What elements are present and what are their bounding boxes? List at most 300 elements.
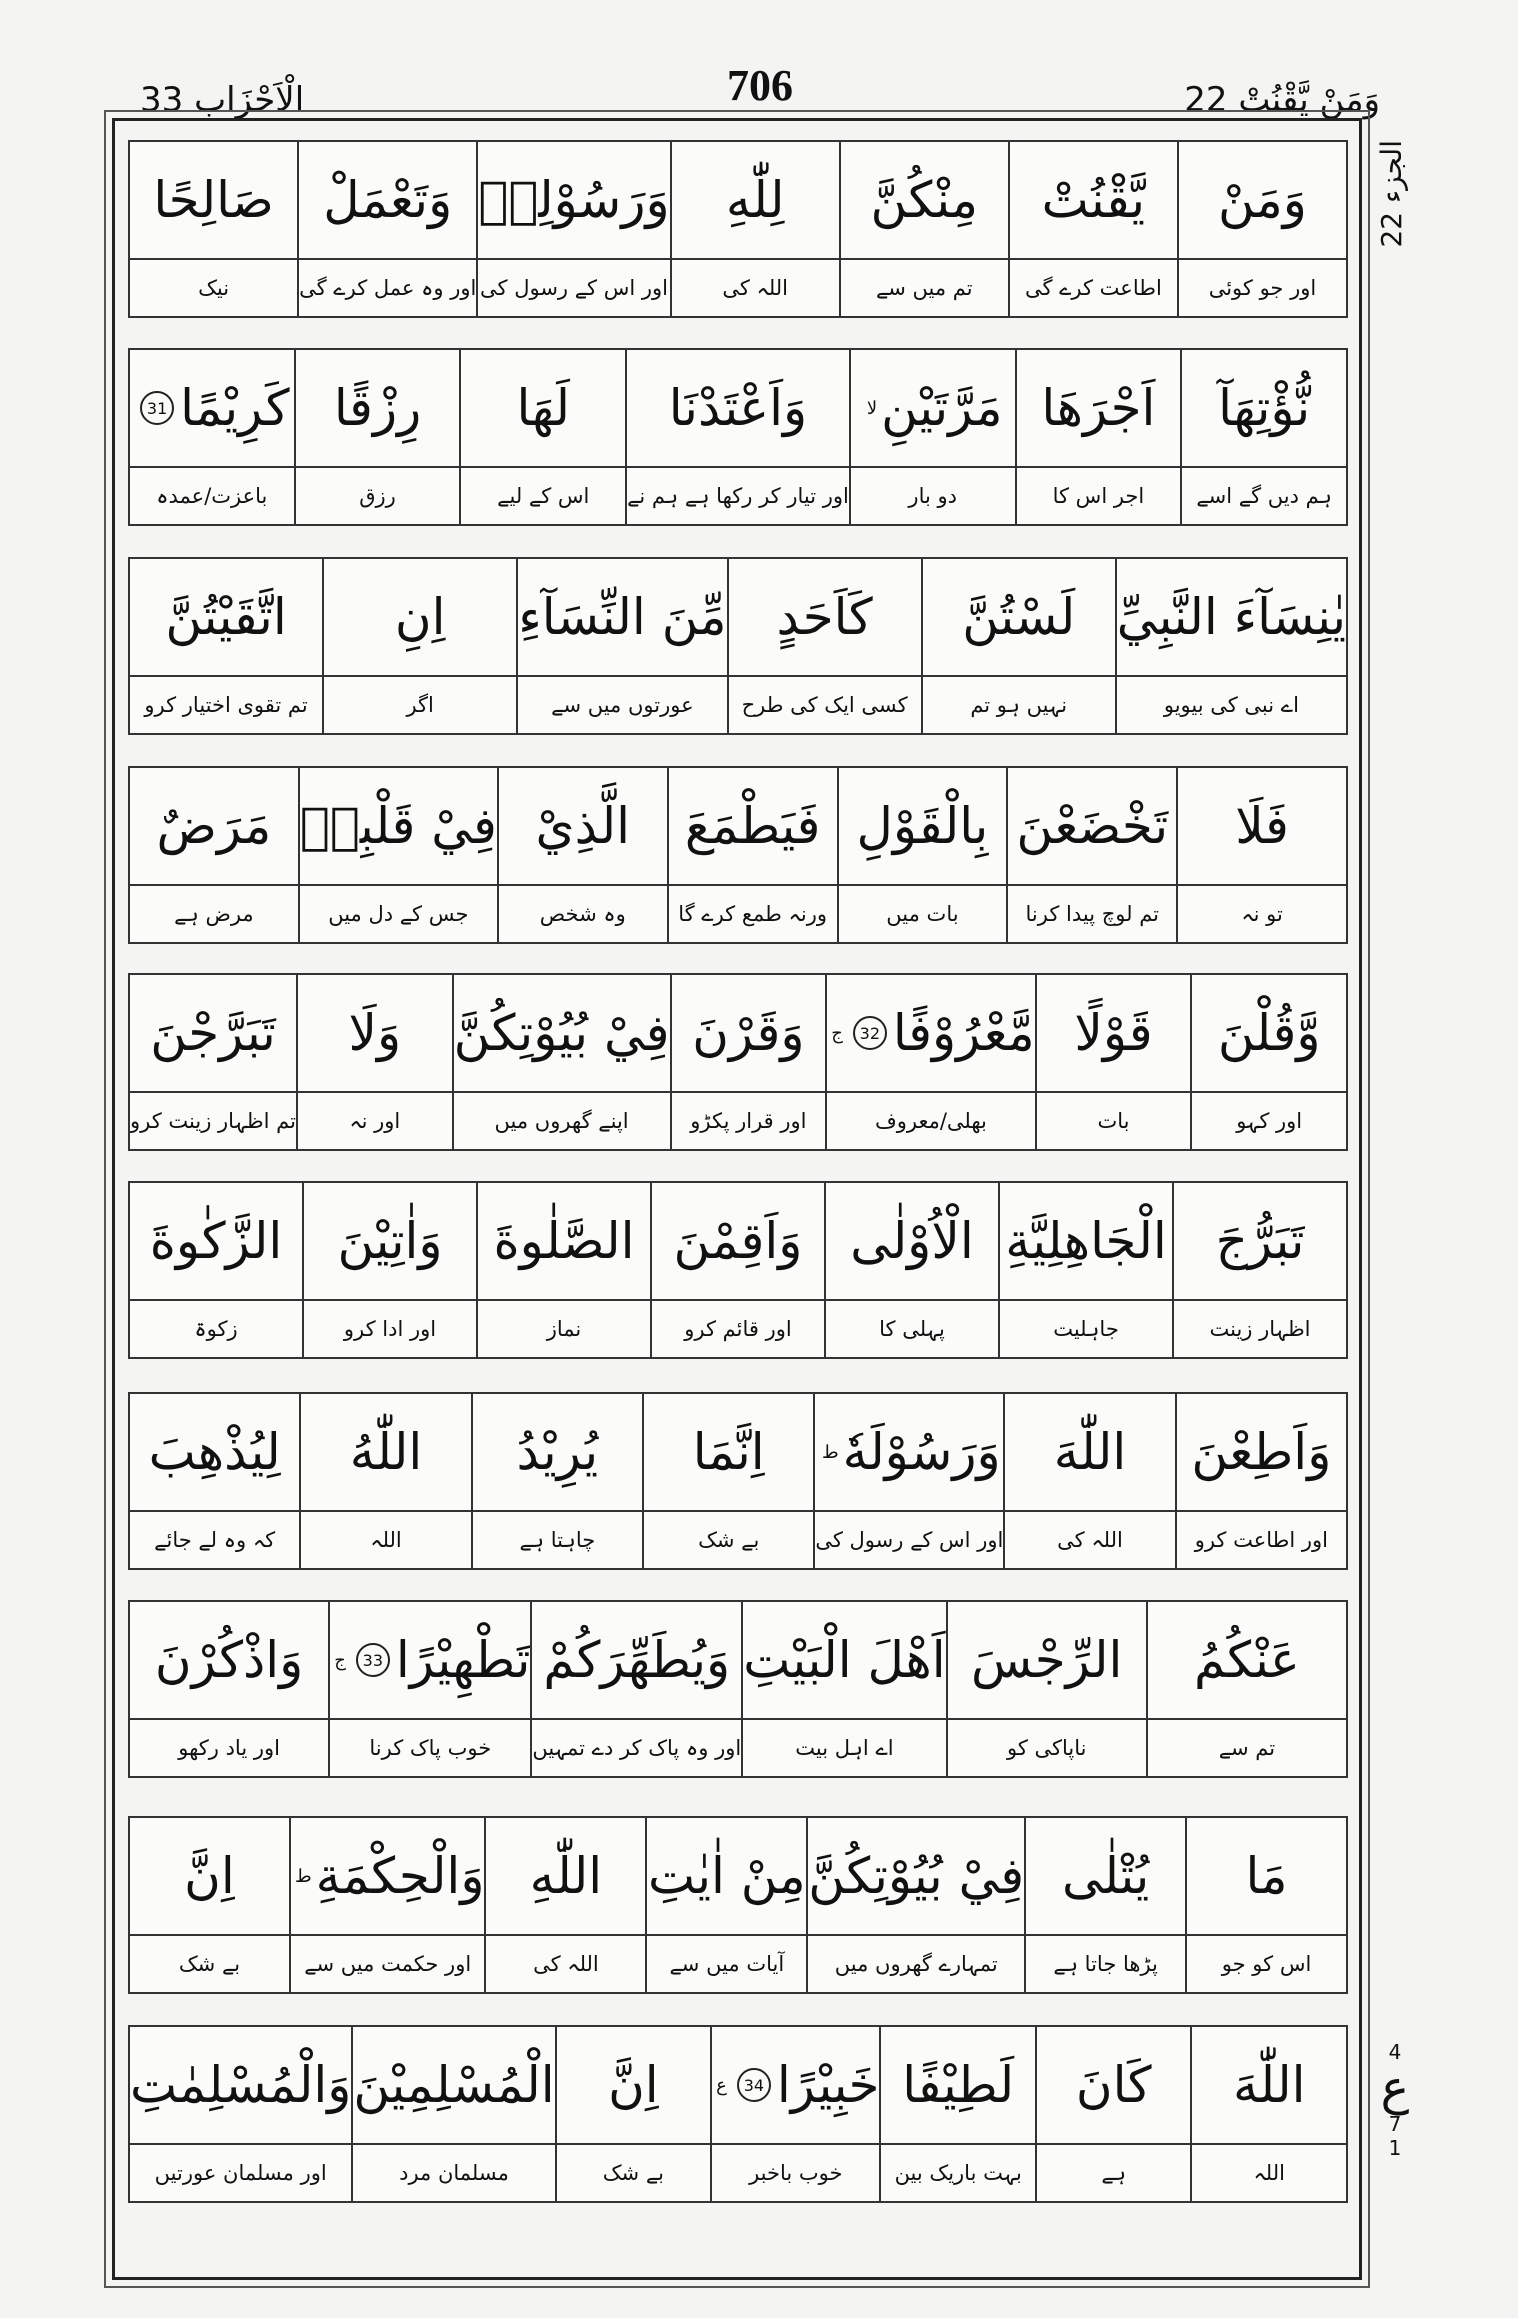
urdu-meaning: اور ادا کرو — [343, 1317, 437, 1341]
urdu-meaning: آیات میں سے — [669, 1952, 785, 1976]
word-cell — [289, 1818, 485, 1992]
arabic-text: يُرِيْدُ — [516, 1423, 599, 1481]
word-cell — [1003, 1394, 1174, 1568]
urdu-meaning: اللہ کی — [1057, 1528, 1123, 1552]
arabic-text: اِنَّ — [184, 1847, 235, 1905]
arabic-text: رِزْقًا — [333, 379, 422, 437]
arabic-text: كَاَحَدٍ — [776, 588, 873, 646]
verse-block — [128, 1181, 1348, 1359]
word-cell — [130, 350, 294, 524]
urdu-meaning: ناپاکی کو — [1006, 1736, 1087, 1760]
arabic-word — [130, 2027, 351, 2145]
waqf-sign: ج — [334, 1649, 346, 1671]
word-cell — [667, 768, 837, 942]
word-cell — [297, 142, 476, 316]
word-cell — [452, 975, 670, 1149]
arabic-word — [839, 768, 1007, 886]
verse-block — [128, 766, 1348, 944]
word-cell — [1190, 975, 1346, 1149]
word-cell — [1024, 1818, 1185, 1992]
arabic-word — [1117, 559, 1346, 677]
arabic-word — [669, 768, 837, 886]
arabic-text: وَمَنْ — [1217, 171, 1307, 229]
urdu-meaning: ہے — [1101, 2161, 1127, 2185]
word-cell — [130, 768, 298, 942]
word-cell — [825, 975, 1034, 1149]
arabic-text: وَتَعْمَلْ — [323, 171, 453, 229]
arabic-text: وَالْمُسْلِمٰتِ — [130, 2056, 352, 2114]
arabic-word — [827, 975, 1034, 1093]
arabic-word — [300, 768, 497, 886]
urdu-meaning: نہیں ہو تم — [970, 693, 1068, 717]
verse-block — [128, 2025, 1348, 2203]
arabic-word — [478, 142, 669, 260]
ruku-marker — [1375, 2040, 1415, 2160]
arabic-word — [652, 1183, 824, 1301]
arabic-word — [644, 1394, 813, 1512]
arabic-text: وَاَطِعْنَ — [1191, 1423, 1332, 1481]
arabic-word — [808, 1818, 1024, 1936]
word-cell — [1035, 2027, 1191, 2201]
urdu-meaning: جس کے دل میں — [328, 902, 469, 926]
word-cell — [813, 1394, 1003, 1568]
word-cell — [1035, 975, 1191, 1149]
urdu-meaning: پڑھا جاتا ہے — [1053, 1952, 1158, 1976]
word-cell — [1146, 1602, 1346, 1776]
word-cell — [484, 1818, 645, 1992]
urdu-meaning: اجر اس کا — [1052, 484, 1145, 508]
verse-block — [128, 973, 1348, 1151]
arabic-word — [841, 142, 1008, 260]
arabic-text: مِنْ اٰيٰتِ — [648, 1847, 806, 1905]
word-cell — [1115, 559, 1346, 733]
word-cell — [130, 1183, 302, 1357]
urdu-meaning: ورنہ طمع کرے گا — [678, 902, 827, 926]
arabic-word — [826, 1183, 998, 1301]
urdu-meaning: اور تیار کر رکھا ہے ہم نے — [627, 484, 849, 508]
arabic-word — [948, 1602, 1146, 1720]
arabic-word — [729, 559, 921, 677]
urdu-meaning: بے شک — [698, 1528, 760, 1552]
word-cell — [130, 142, 297, 316]
word-cell — [351, 2027, 554, 2201]
arabic-text: اَهْلَ الْبَيْتِ — [743, 1631, 946, 1689]
arabic-text: اِنَّمَا — [692, 1423, 765, 1481]
arabic-text: اَجْرَهَا — [1041, 379, 1156, 437]
arabic-text: الزَّكٰوةَ — [149, 1212, 283, 1270]
arabic-word — [499, 768, 667, 886]
urdu-meaning: تمہارے گھروں میں — [834, 1952, 998, 1976]
arabic-word — [1026, 1818, 1185, 1936]
arabic-word — [1010, 142, 1177, 260]
arabic-text: وَاَعْتَدْنَا — [668, 379, 808, 437]
word-cell — [1176, 768, 1346, 942]
urdu-meaning: مسلمان مرد — [399, 2161, 509, 2185]
arabic-word — [130, 1602, 328, 1720]
urdu-meaning: جاہلیت — [1053, 1317, 1119, 1341]
arabic-text: صَالِحًا — [153, 171, 274, 229]
word-cell — [555, 2027, 711, 2201]
word-cell — [497, 768, 667, 942]
urdu-meaning: اللہ کی — [533, 1952, 599, 1976]
word-cell — [130, 1602, 328, 1776]
urdu-meaning: اظہار زینت — [1209, 1317, 1311, 1341]
urdu-meaning: عورتوں میں سے — [551, 693, 694, 717]
arabic-word — [1037, 2027, 1191, 2145]
word-cell — [727, 559, 921, 733]
word-cell — [670, 975, 826, 1149]
urdu-meaning: اللہ کی — [722, 276, 789, 300]
waqf-sign: ط — [294, 1865, 312, 1887]
arabic-word — [353, 2027, 554, 2145]
arabic-word — [1174, 1183, 1346, 1301]
urdu-meaning: خوب پاک کرنا — [369, 1736, 492, 1760]
arabic-text: مِّنَ النِّسَآءِ — [518, 588, 727, 646]
arabic-word — [478, 1183, 650, 1301]
urdu-meaning: کسی ایک کی طرح — [741, 693, 908, 717]
urdu-meaning: بات — [1097, 1109, 1130, 1133]
word-cell — [299, 1394, 470, 1568]
arabic-word — [647, 1818, 806, 1936]
word-cell — [130, 1394, 299, 1568]
urdu-meaning: اے نبی کی بیویو — [1163, 693, 1299, 717]
arabic-word — [473, 1394, 642, 1512]
waqf-sign: ج — [831, 1022, 843, 1044]
arabic-text: فِيْ بُيُوْتِكُنَّ — [808, 1847, 1025, 1905]
ayah-number: 33 — [356, 1643, 390, 1677]
waqf-sign: ط — [821, 1441, 839, 1463]
arabic-word — [672, 142, 839, 260]
word-cell — [296, 975, 452, 1149]
word-cell — [998, 1183, 1172, 1357]
urdu-meaning: اور وہ عمل کرے گی — [299, 276, 477, 300]
urdu-meaning: اور نہ — [349, 1109, 401, 1133]
arabic-word — [1017, 350, 1181, 468]
urdu-meaning: خوب باخبر — [749, 2161, 843, 2185]
arabic-text: مَرَضٌ — [156, 797, 272, 855]
arabic-text: لِلّٰهِ — [725, 171, 785, 229]
arabic-text: قَوْلًا — [1074, 1004, 1153, 1062]
arabic-text: لِيُذْهِبَ — [148, 1423, 281, 1481]
arabic-text: وَرَسُوْلِهٖ — [478, 171, 670, 229]
arabic-text: فِيْ بُيُوْتِكُنَّ — [453, 1004, 670, 1062]
arabic-word — [712, 2027, 879, 2145]
urdu-meaning: وہ شخص — [539, 902, 626, 926]
word-cell — [670, 142, 839, 316]
urdu-meaning: تم میں سے — [875, 276, 973, 300]
arabic-text: الصَّلٰوةَ — [493, 1212, 635, 1270]
arabic-text: وَالْحِكْمَةِ — [315, 1847, 485, 1905]
arabic-word — [1192, 2027, 1346, 2145]
arabic-text: تَطْهِيْرًا — [395, 1631, 531, 1689]
word-cell — [1008, 142, 1177, 316]
word-cell — [1006, 768, 1176, 942]
arabic-word — [1005, 1394, 1174, 1512]
word-cell — [824, 1183, 998, 1357]
urdu-meaning: بہت باریک بین — [894, 2161, 1022, 2185]
word-cell — [130, 975, 296, 1149]
urdu-meaning: اطاعت کرے گی — [1024, 276, 1162, 300]
arabic-word — [130, 1818, 289, 1936]
word-cell — [1185, 1818, 1346, 1992]
arabic-word — [298, 975, 452, 1093]
urdu-meaning: تم تقوی اختیار کرو — [144, 693, 308, 717]
word-cell — [302, 1183, 476, 1357]
arabic-text: الْمُسْلِمِيْنَ — [353, 2056, 555, 2114]
arabic-text: اِنِ — [394, 588, 446, 646]
word-cell — [459, 350, 625, 524]
word-cell — [1015, 350, 1181, 524]
urdu-meaning: دو بار — [908, 484, 957, 508]
word-cell — [837, 768, 1007, 942]
arabic-text: كَانَ — [1075, 2056, 1152, 2114]
verse-block — [128, 1816, 1348, 1994]
arabic-text: يَّقْنُتْ — [1041, 171, 1146, 229]
urdu-meaning: اللہ — [370, 1528, 402, 1552]
arabic-word — [461, 350, 625, 468]
arabic-word — [518, 559, 726, 677]
urdu-meaning: اور وہ پاک کر دے تمہیں — [532, 1736, 742, 1760]
arabic-word — [1177, 1394, 1346, 1512]
arabic-word — [130, 1183, 302, 1301]
ayah-number: 31 — [140, 391, 174, 425]
arabic-word — [532, 1602, 741, 1720]
arabic-text: مَّعْرُوْفًا — [892, 1004, 1035, 1062]
word-cell — [806, 1818, 1024, 1992]
word-cell — [130, 559, 322, 733]
arabic-text: الرِّجْسَ — [971, 1631, 1123, 1689]
arabic-text: لَطِيْفًا — [902, 2056, 1015, 2114]
arabic-word — [130, 350, 294, 468]
urdu-meaning: اللہ — [1253, 2161, 1285, 2185]
arabic-word — [130, 559, 322, 677]
verse-block — [128, 140, 1348, 318]
word-cell — [625, 350, 849, 524]
arabic-word — [851, 350, 1015, 468]
urdu-meaning: اور اس کے رسول کی — [480, 276, 668, 300]
ayah-number: 32 — [853, 1016, 887, 1050]
word-cell — [298, 768, 497, 942]
urdu-meaning: باعزت/عمدہ — [156, 484, 268, 508]
arabic-word — [672, 975, 826, 1093]
arabic-text: تَخْضَعْنَ — [1016, 797, 1169, 855]
word-cell — [849, 350, 1015, 524]
word-cell — [476, 142, 669, 316]
urdu-meaning: تو نہ — [1241, 902, 1283, 926]
arabic-text: اللّٰهَ — [1233, 2056, 1306, 2114]
waqf-sign: لا — [866, 397, 878, 419]
arabic-word — [1000, 1183, 1172, 1301]
arabic-text: نُّؤْتِهَآ — [1218, 379, 1311, 437]
arabic-text: وَاَقِمْنَ — [673, 1212, 803, 1270]
urdu-meaning: بات میں — [886, 902, 959, 926]
arabic-text: وَاذْكُرْنَ — [154, 1631, 304, 1689]
urdu-meaning: تم اظہار زینت کرو — [130, 1109, 296, 1133]
word-cell — [946, 1602, 1146, 1776]
arabic-text: اتَّقَيْتُنَّ — [165, 588, 287, 646]
verse-block — [128, 1600, 1348, 1778]
word-cell — [322, 559, 516, 733]
arabic-text: وَلَا — [348, 1004, 402, 1062]
arabic-word — [1187, 1818, 1346, 1936]
arabic-word — [304, 1183, 476, 1301]
word-cell — [710, 2027, 879, 2201]
arabic-word — [130, 975, 296, 1093]
arabic-word — [557, 2027, 711, 2145]
ruku-symbol: ع — [1380, 2060, 1410, 2116]
ayah-number: 34 — [737, 2068, 771, 2102]
urdu-meaning: زکوۃ — [194, 1317, 238, 1341]
arabic-word — [454, 975, 670, 1093]
arabic-text: اللّٰهِ — [529, 1847, 603, 1905]
urdu-meaning: اپنے گھروں میں — [494, 1109, 629, 1133]
arabic-word — [743, 1602, 945, 1720]
arabic-text: وَّقُلْنَ — [1217, 1004, 1321, 1062]
ruku-number-mid: 7 — [1388, 2112, 1402, 2136]
urdu-meaning: نیک — [198, 276, 230, 300]
page-number: 706 — [727, 61, 793, 110]
urdu-meaning: اور قائم کرو — [684, 1317, 792, 1341]
urdu-meaning: چاہتا ہے — [519, 1528, 596, 1552]
word-cell — [741, 1602, 945, 1776]
arabic-word — [324, 559, 516, 677]
section-title: وَمَنْ يَّقْنُتْ 22 — [1184, 80, 1380, 120]
arabic-word — [1192, 975, 1346, 1093]
urdu-meaning: نماز — [546, 1317, 582, 1341]
urdu-meaning: ہم دیں گے اسے — [1196, 484, 1332, 508]
arabic-text: تَبَرَّجْنَ — [150, 1004, 276, 1062]
arabic-text: مَا — [1245, 1847, 1288, 1905]
word-cell — [530, 1602, 741, 1776]
arabic-text: وَرَسُوْلَهٗ — [842, 1423, 1001, 1481]
arabic-word — [301, 1394, 470, 1512]
arabic-word — [130, 142, 297, 260]
arabic-word — [130, 768, 298, 886]
verse-block — [128, 1392, 1348, 1570]
surah-title: الْاَحْزَاب 33 — [140, 80, 305, 120]
arabic-word — [627, 350, 849, 468]
ruku-number-top: 4 — [1388, 2040, 1402, 2064]
urdu-meaning: اے اہل بیت — [795, 1736, 894, 1760]
arabic-word — [1178, 768, 1346, 886]
arabic-word — [923, 559, 1115, 677]
word-cell — [1190, 2027, 1346, 2201]
arabic-text: مِنْكُنَّ — [870, 171, 979, 229]
arabic-text: الَّذِيْ — [535, 797, 631, 855]
word-cell — [921, 559, 1115, 733]
arabic-text: اِنَّ — [608, 2056, 659, 2114]
verse-block — [128, 557, 1348, 735]
urdu-meaning: اگر — [406, 693, 434, 717]
verse-block — [128, 348, 1348, 526]
word-cell — [1175, 1394, 1346, 1568]
juz-marker: الجزء 22 — [1375, 140, 1408, 248]
word-cell — [328, 1602, 530, 1776]
arabic-word — [296, 350, 460, 468]
arabic-text: بِالْقَوْلِ — [856, 797, 989, 855]
urdu-meaning: کہ وہ لے جائے — [154, 1528, 276, 1552]
word-cell — [650, 1183, 824, 1357]
urdu-meaning: بھلی/معروف — [874, 1109, 987, 1133]
arabic-text: وَاٰتِيْنَ — [337, 1212, 443, 1270]
urdu-meaning: بے شک — [602, 2161, 664, 2185]
arabic-word — [881, 2027, 1035, 2145]
urdu-meaning: اس کے لیے — [497, 484, 590, 508]
word-cell — [642, 1394, 813, 1568]
arabic-text: فَيَطْمَعَ — [684, 797, 821, 855]
arabic-text: لَهَا — [516, 379, 571, 437]
arabic-word — [815, 1394, 1003, 1512]
word-cell — [839, 142, 1008, 316]
arabic-word — [1148, 1602, 1346, 1720]
urdu-meaning: اور مسلمان عورتیں — [154, 2161, 327, 2185]
arabic-word — [486, 1818, 645, 1936]
word-cell — [471, 1394, 642, 1568]
arabic-word — [1179, 142, 1346, 260]
arabic-word — [1037, 975, 1191, 1093]
arabic-text: يُتْلٰى — [1062, 1847, 1150, 1905]
arabic-text: الْجَاهِلِيَّةِ — [1005, 1212, 1167, 1270]
arabic-text: فَلَا — [1235, 797, 1289, 855]
word-cell — [1180, 350, 1346, 524]
arabic-word — [330, 1602, 530, 1720]
arabic-text: كَرِيْمًا — [180, 379, 290, 437]
arabic-text: وَقَرْنَ — [692, 1004, 805, 1062]
word-cell — [294, 350, 460, 524]
arabic-word — [1182, 350, 1346, 468]
urdu-meaning: تم سے — [1218, 1736, 1276, 1760]
waqf-sign: ع — [716, 2074, 727, 2096]
urdu-meaning: اور حکمت میں سے — [304, 1952, 472, 1976]
urdu-meaning: مرض ہے — [174, 902, 254, 926]
urdu-meaning: پہلی کا — [879, 1317, 945, 1341]
word-cell — [645, 1818, 806, 1992]
arabic-text: خَبِيْرًا — [776, 2056, 880, 2114]
word-cell — [879, 2027, 1035, 2201]
arabic-word — [299, 142, 476, 260]
arabic-text: الْاُوْلٰى — [850, 1212, 974, 1270]
arabic-text: عَنْكُمُ — [1194, 1631, 1300, 1689]
urdu-meaning: تم لوچ پیدا کرنا — [1025, 902, 1160, 926]
word-cell — [130, 1818, 289, 1992]
arabic-text: لَسْتُنَّ — [962, 588, 1076, 646]
urdu-meaning: اور یاد رکھو — [178, 1736, 280, 1760]
arabic-text: اللّٰهُ — [349, 1423, 423, 1481]
arabic-text: مَرَّتَيْنِ — [881, 379, 1003, 437]
arabic-word — [1008, 768, 1176, 886]
arabic-word — [291, 1818, 485, 1936]
urdu-meaning: اور جو کوئی — [1208, 276, 1317, 300]
word-cell — [130, 2027, 351, 2201]
word-cell — [476, 1183, 650, 1357]
urdu-meaning: اور کہو — [1236, 1109, 1303, 1133]
arabic-text: يٰنِسَآءَ النَّبِيِّ — [1116, 588, 1346, 646]
word-cell — [516, 559, 726, 733]
urdu-meaning: اور اطاعت کرو — [1194, 1528, 1328, 1552]
urdu-meaning: رزق — [359, 484, 396, 508]
urdu-meaning: اور قرار پکڑو — [690, 1109, 807, 1133]
ruku-number-bottom: 1 — [1388, 2136, 1402, 2160]
arabic-text: وَيُطَهِّرَكُمْ — [543, 1631, 731, 1689]
arabic-text: تَبَرُّجَ — [1215, 1212, 1305, 1270]
word-cell — [1177, 142, 1346, 316]
arabic-word — [130, 1394, 299, 1512]
urdu-meaning: اس کو جو — [1221, 1952, 1312, 1976]
arabic-text: اللّٰهَ — [1053, 1423, 1127, 1481]
word-cell — [1172, 1183, 1346, 1357]
arabic-text: فِيْ قَلْبِهٖ — [299, 797, 497, 855]
urdu-meaning: بے شک — [178, 1952, 241, 1976]
